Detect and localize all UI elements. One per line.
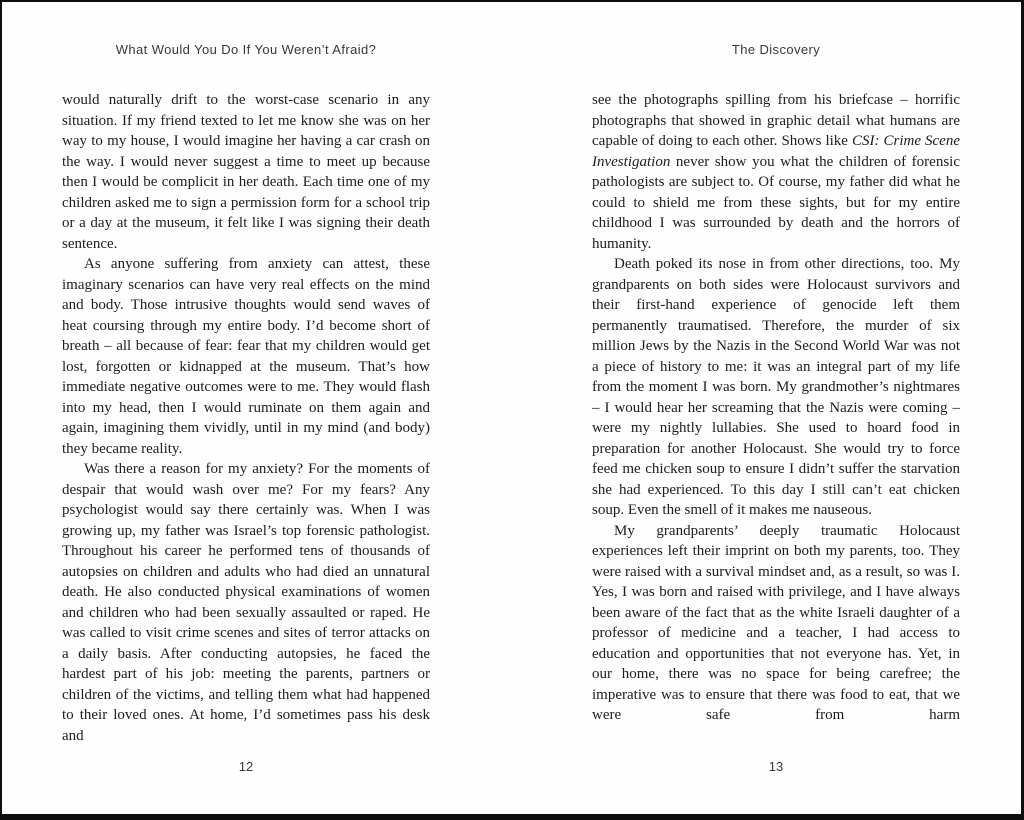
- paragraph: [592, 90, 960, 254]
- paragraph: My grandparents’ deeply traumatic Holocaust experiences left their imprint on both my parents, too. They were raised with a survival mindset and, as a result, so was I. Yes, I was born and raised with privilege, and I have always been aware of the fact that as the white Israeli daughter of a professor of medicine and a teacher, I had access to education and opportunities that not everyone has. Yet, in our home, there was no space for being carefree; the imperative was to ensure that there was food to eat, that we were safe from harm: [592, 522, 960, 723]
- paragraph-segment: never show you what the children of forensic pathologists are subject to. Of course, my father did what he could to shield me from these sights, but for my entire childhood I was surrounded by death and the horrors of humanity.: [592, 153, 960, 252]
- left-page-body: [62, 90, 430, 746]
- book-title-italic: CSI: Crime Scene Investigation: [592, 133, 961, 170]
- right-running-head: The Discovery: [731, 42, 821, 57]
- right-page-body: [592, 90, 960, 726]
- paragraph: would naturally drift to the worst-case scenario in any situation. If my friend texted to let me know she was on her way to my house, I would imagine her having a car crash on the way. I would never suggest a time to meet up because then I would be complicit in her death. Each time one of my children asked me to sign a permission form for a school trip or a day at the museum, it felt like I was signing their death sentence.: [62, 92, 430, 252]
- left-running-head: What Would You Do If You Weren’t Afraid?: [115, 42, 377, 57]
- paragraph: Was there a reason for my anxiety? For the moments of despair that would wash over me? For my fears? Any psychologist would say there certainly was. When I was growing up, my father was Israel’s top forensic pathologist. Throughout his career he performed tens of thousands of autopsies on children and adults who had died an unnatural death. He also conducted physical examinations of women and children who had been sexually assaulted or raped. He was called to visit crime scenes and sites of terror attacks on a daily basis. After conducting autopsies, he faced the hardest part of his job: meeting the parents, partners or children of the victims, and telling them what had happened to their loved ones. At home, I’d sometimes pass his desk and: [62, 461, 430, 744]
- left-page-number: 12: [238, 759, 254, 774]
- paragraph: Death poked its nose in from other directions, too. My grandparents on both sides were Holocaust survivors and their first-hand experience of genocide left them permanently traumatised. Therefore, the murder of six million Jews by the Nazis in the Second World War was not a piece of history to me: it was an integral part of my life from the moment I was born. My grandmother’s nightmares – I would hear her screaming that the Nazis were coming – were my nightly lullabies. She used to hoard food in preparation for another Holocaust. She would try to force feed me chicken soup to ensure I didn’t suffer the starvation she had experienced. To this day I still can’t eat chicken soup. Even the smell of it makes me nauseous.: [592, 256, 960, 518]
- paragraph: As anyone suffering from anxiety can attest, these imaginary scenarios can have very real effects on the mind and body. Those intrusive thoughts would send waves of heat coursing through my entire body. I’d become short of breath – all because of fear: fear that my children would get lost, forgotten or kidnapped at the museum. That’s how immediate negative outcomes were to me. They would flash into my head, then I would ruminate on them again and again, imagining them vividly, until in my mind (and body) they became reality.: [62, 256, 430, 457]
- right-page-number: 13: [768, 759, 784, 774]
- paragraph-segment: see the photographs spilling from his briefcase – horrific photographs that showed in graphic detail what humans are capable of doing to each other. Shows like: [592, 92, 960, 149]
